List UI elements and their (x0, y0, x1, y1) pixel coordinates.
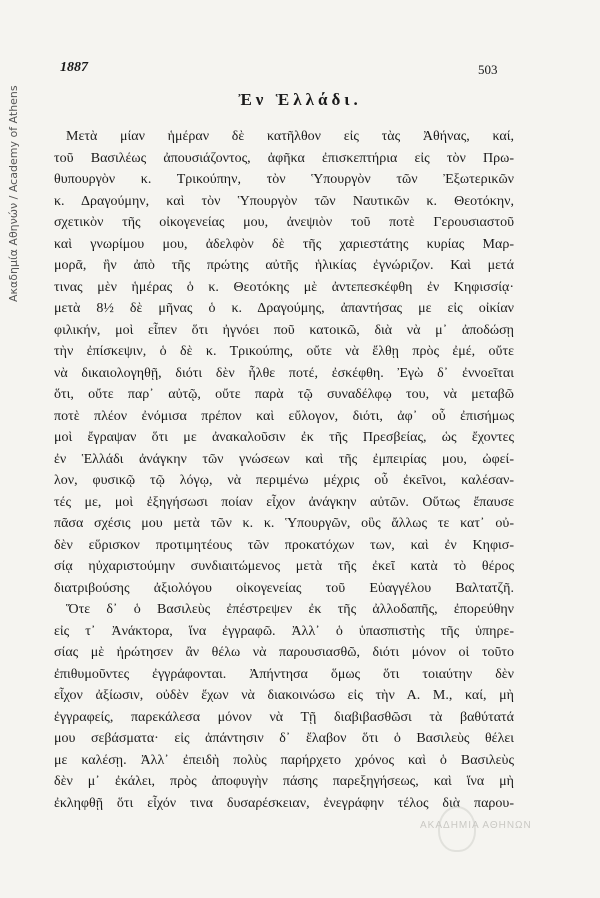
text-line: φιλικήν, μοὶ εἶπεν ὅτι ἠγνόει ποῦ κατοικῶ, διὰ νὰ μ᾿ ἀποδώσῃ (54, 322, 514, 338)
text-line: καὶ γνωρίμου μου, ἀδελφὸν δὲ τῆς χαριεστάτης κυρίας Μαρ- (54, 236, 514, 252)
text-line: τές με, μοὶ ἐξηγήσωσι ποίαν εἶχον ἀνάγκην αὐτῶν. Οὕτως ἔπαυσε (54, 494, 514, 510)
watermark: ΑΚΑΔΗΜΙΑ ΑΘΗΝΩΝ (420, 820, 532, 831)
text-line: ὅτι, οὔτε παρ᾿ αὐτῷ, οὔτε παρὰ τῷ συναδέλφῳ του, νὰ μεταβῶ (54, 387, 514, 402)
text-line: μετὰ 8½ δὲ μῆνας ὁ κ. Δραγούμης, ἀπαντήσας με εἰς οἰκίαν (54, 301, 514, 316)
section-title: Ἐν Ἑλλάδι. (238, 90, 362, 109)
text-line: ἐπιθυμοῦντες ἐγγράφονται. Ἀπήντησα ὅμως ὅτι τοιαύτην δὲν (54, 666, 514, 682)
text-line: τὴν ἐπίσκεψιν, ὁ δὲ κ. Τρικούπης, οὔτε νὰ ἔλθῃ πρὸς ἐμέ, οὔτε (54, 344, 514, 359)
text-line: ποτὲ πλέον ἐνόμισα πρέπον καὶ εὔλογον, διότι, ἀφ᾿ οὗ ἐπισήμως (54, 408, 514, 424)
text-line: τοῦ Βασιλέως ἀπουσιάζοντος, ἀφῆκα ἐπισκεπτήρια εἰς τὸν Πρω- (54, 150, 514, 166)
text-line: θυπουργὸν κ. Τρικούπην, τὸν Ὑπουργὸν τῶν Ἐξωτερικῶν (54, 172, 514, 187)
body-text (54, 126, 514, 814)
header-year: 1887 (60, 60, 88, 75)
text-line: Μετὰ μίαν ἡμέραν δὲ κατῆλθον εἰς τὰς Ἀθήνας, καί, (66, 129, 514, 144)
text-line: Ὅτε δ᾿ ὁ Βασιλεὺς ἐπέστρεψεν ἐκ τῆς ἀλλοδαπῆς, ἐπορεύθην (66, 602, 514, 617)
text-line: ἐγγραφείς, παρεκάλεσα μόνον νὰ Τῇ διαβιβασθῶσι τὰ βαθύτατά (54, 709, 514, 725)
archive-side-label: Ακαδημία Αθηνών / Academy of Athens (7, 85, 20, 302)
text-line: ἐν Ἑλλάδι ἀνάγκην τῶν γνώσεων καὶ τῆς ἐμπειρίας μου, ὠφεί- (54, 451, 514, 467)
text-line: εἰς τ᾿ Ἀνάκτορα, ἵνα ἐγγραφῶ. Ἀλλ᾿ ὁ ὑπασπιστὴς τῆς ὑπηρε- (54, 623, 514, 639)
text-line: πᾶσα σχέσις μου μετὰ τῶν κ. κ. Ὑπουργῶν, οὓς ἄλλως τε κατ᾿ οὐ- (54, 516, 514, 531)
text-line: με καλέσῃ. Ἀλλ᾿ ἐπειδὴ πολὺς παρήρχετο χρόνος καὶ ὁ Βασιλεὺς (54, 752, 514, 768)
text-line: μου σεβάσματα· εἰς ἀπάντησιν δ᾿ ἔλαβον ὅτι ὁ Βασιλεὺς θέλει (54, 731, 514, 746)
text-line: κ. Δραγούμην, καὶ τὸν Ὑπουργὸν τῶν Ναυτικῶν κ. Θεοτόκην, (54, 193, 514, 209)
text-line: δὲν μ᾿ ἐκάλει, πρὸς ἀποφυγὴν πάσης παρεξηγήσεως, καὶ ἵνα μὴ (54, 774, 514, 789)
page-number: 503 (478, 62, 498, 77)
text-line: μορᾶ, ἣν ἀπὸ τῆς πρώτης αὐτῆς ἡλικίας ἐγνώριζον. Καὶ μετά (54, 258, 514, 273)
text-line: σίας μὲ ἠρώτησεν ἂν θέλω νὰ παρουσιασθῶ, διότι μόνον οἱ τοῦτο (54, 645, 514, 660)
text-line: μοὶ ἔγραψαν ὅτι με ἀνακαλοῦσιν ἐκ τῆς Πρεσβείας, ὡς ἔχοντες (54, 430, 514, 445)
text-line: σίᾳ ηὐχαριστούμην συνδιαιτώμενος μετὰ τῆς ἐκεῖ κατὰ τὸ θέρος (54, 559, 514, 574)
text-line: δὲν εὕρισκον προτιμητέους τῶν προκατόχων των, καὶ ἐν Κηφισ- (54, 537, 514, 553)
text-line: τινας μὲν ἡμέρας ὁ κ. Θεοτόκης μὲ ἀντεπεσκέφθη ἐν Κηφισσίᾳ· (54, 279, 514, 295)
text-line: σχετικὸν τῆς οἰκογενείας μου, ἀνεψιὸν τοῦ ποτὲ Γερουσιαστοῦ (54, 215, 514, 230)
text-line: λον, φυσικῷ τῷ λόγῳ, νὰ περιμένω μέχρις οὗ ἐκεῖνοι, καλέσαν- (54, 473, 514, 488)
text-line: νὰ δικαιολογηθῇ, διότι δὲν ἦλθε ποτέ, ἐσκέφθη. Ἐγὼ δ᾿ ἐννοεῖται (54, 365, 514, 381)
text-line: διατριβούσης ἀξιολόγου οἰκογενείας τοῦ Εὐαγγέλου Βαλτατζῆ. (54, 580, 514, 596)
text-line: ἐκληφθῇ ὅτι εἶχόν τινα δυσαρέσκειαν, ἐνεγράφην τέλος διὰ παρου- (54, 795, 514, 811)
text-line: εἶχον ἀξίωσιν, οὐδὲν ἔχων νὰ διακοινώσω εἰς τὴν Α. Μ., καί, μὴ (54, 688, 514, 703)
